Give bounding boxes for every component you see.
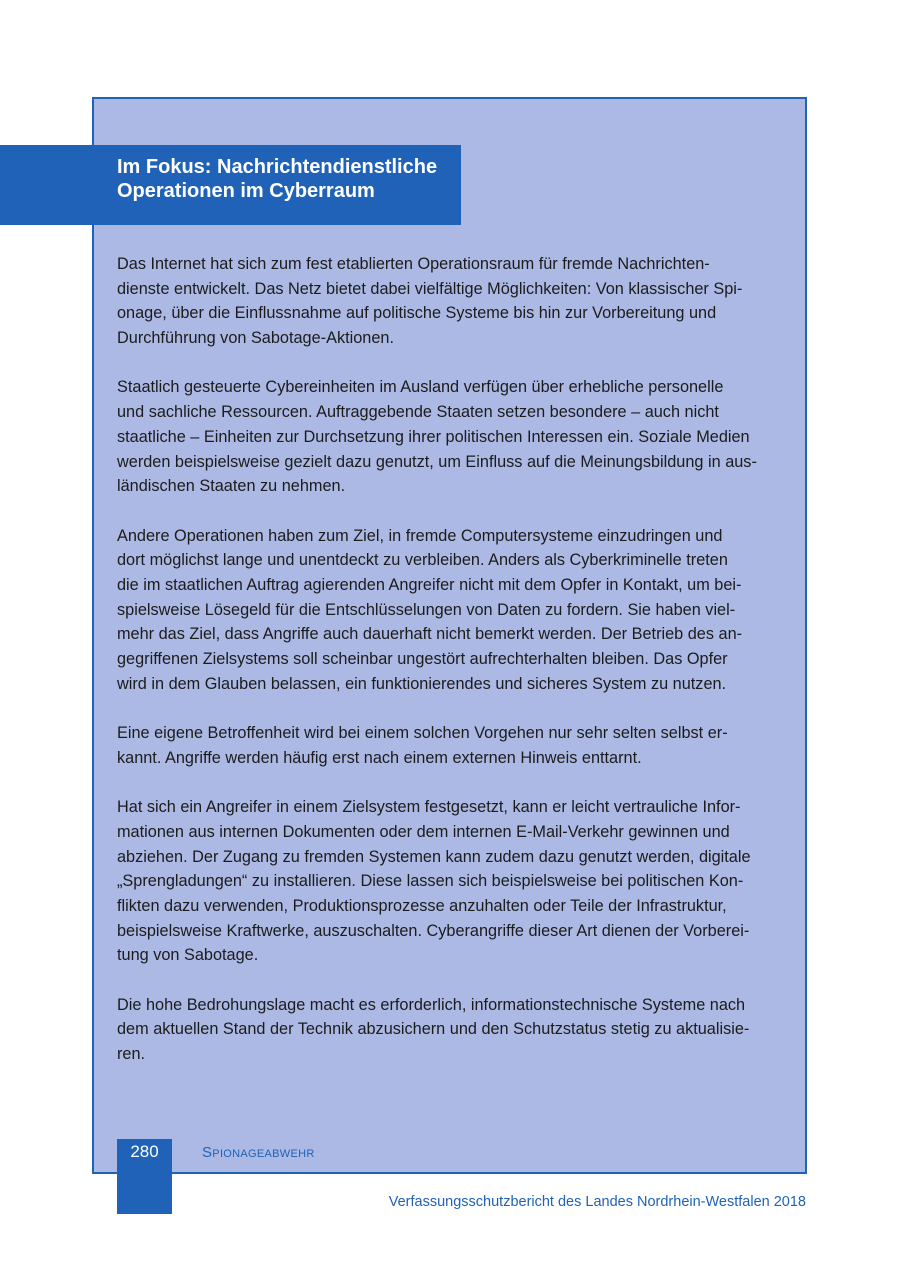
paragraph-gap [117,351,797,376]
body-line: onage, über die Einflussnahme auf politische Systeme bis hin zur Vorbereitung und [117,304,717,323]
body-line: abziehen. Der Zugang zu fremden Systemen kann zudem dazu genutzt werden, digitale [117,847,751,866]
body-line: gegriffenen Zielsystems soll scheinbar ungestört aufrechterhalten bleiben. Das Opfer [117,650,728,668]
section-label: Spionageabwehr [202,1144,315,1161]
body-line: Eine eigene Betroffenheit wird bei einem solchen Vorgehen nur sehr selten selbst er- [117,724,728,743]
body-line: mationen aus internen Dokumenten oder dem internen E-Mail-Verkehr gewinnen und [117,822,730,841]
body-line: Andere Operationen haben zum Ziel, in fremde Computersysteme einzudringen und [117,526,723,545]
body-line: flikten dazu verwenden, Produktionsprozesse anzuhalten oder Teile der Infrastruktur, [117,896,727,915]
body-line: dem aktuellen Stand der Technik abzusichern und den Schutzstatus stetig zu aktualisie- [117,1020,750,1039]
body-line: „Sprengladungen“ zu installieren. Diese lassen sich beispielsweise bei politischen Kon- [117,872,744,891]
body-line: staatliche – Einheiten zur Durchsetzung ihrer politischen Interessen ein. Soziale Medien [117,427,750,446]
body-line: ländischen Staaten zu nehmen. [117,477,346,496]
body-line: Das Internet hat sich zum fest etablierten Operationsraum für fremde Nachrichten- [117,255,710,273]
body-line: spielsweise Lösegeld für die Entschlüsselungen von Daten zu fordern. Sie haben viel- [117,600,736,619]
body-line: dort möglichst lange und unentdeckt zu verbleiben. Anders als Cyberkriminelle treten [117,551,728,570]
body-line: mehr das Ziel, dass Angriffe auch dauerhaft nicht bemerkt werden. Der Betrieb des an- [117,625,743,644]
body-line: Durchführung von Sabotage-Aktionen. [117,329,394,348]
body-line: wird in dem Glauben belassen, ein funktionierendes und sicheres System zu nutzen. [117,674,727,693]
body-line: die im staatlichen Auftrag agierenden Angreifer nicht mit dem Opfer in Kontakt, um bei- [117,575,742,594]
focus-body-text [117,252,797,1067]
focus-title-line-1: Im Fokus: Nachrichtendienstliche [117,156,438,178]
body-line: und sachliche Ressourcen. Auftraggebende Staaten setzen besondere – auch nicht [117,403,719,422]
paragraph-gap [117,499,797,524]
page-number-block [117,1139,172,1214]
body-line: Staatlich gesteuerte Cybereinheiten im Ausland verfügen über erhebliche personelle [117,378,724,397]
body-line: Hat sich ein Angreifer in einem Zielsystem festgesetzt, kann er leicht vertrauliche Infor- [117,798,741,817]
body-line: kannt. Angriffe werden häufig erst nach einem externen Hinweis enttarnt. [117,748,642,767]
focus-title-line-2: Operationen im Cyberraum [117,180,375,202]
body-line: dienste entwickelt. Das Netz bietet dabei vielfältige Möglichkeiten: Von klassischer Spi- [117,279,743,298]
body-line: beispielsweise Kraftwerke, auszuschalten. Cyberangriffe dieser Art dienen der Vorberei- [117,921,750,940]
body-line: Die hohe Bedrohungslage macht es erforderlich, informationstechnische Systeme nach [117,995,746,1014]
publication-title: Verfassungsschutzbericht des Landes Nordrhein-Westfalen 2018 [388,1194,806,1210]
focus-title-bar [0,145,461,225]
paragraph-gap [117,696,797,721]
paragraph-gap [117,968,797,993]
paragraph-gap [117,770,797,795]
page-number: 280 [130,1142,159,1161]
body-line: ren. [117,1045,146,1063]
body-line: tung von Sabotage. [117,946,259,965]
body-line: werden beispielsweise gezielt dazu genutzt, um Einfluss auf die Meinungsbildung in aus- [117,452,757,471]
